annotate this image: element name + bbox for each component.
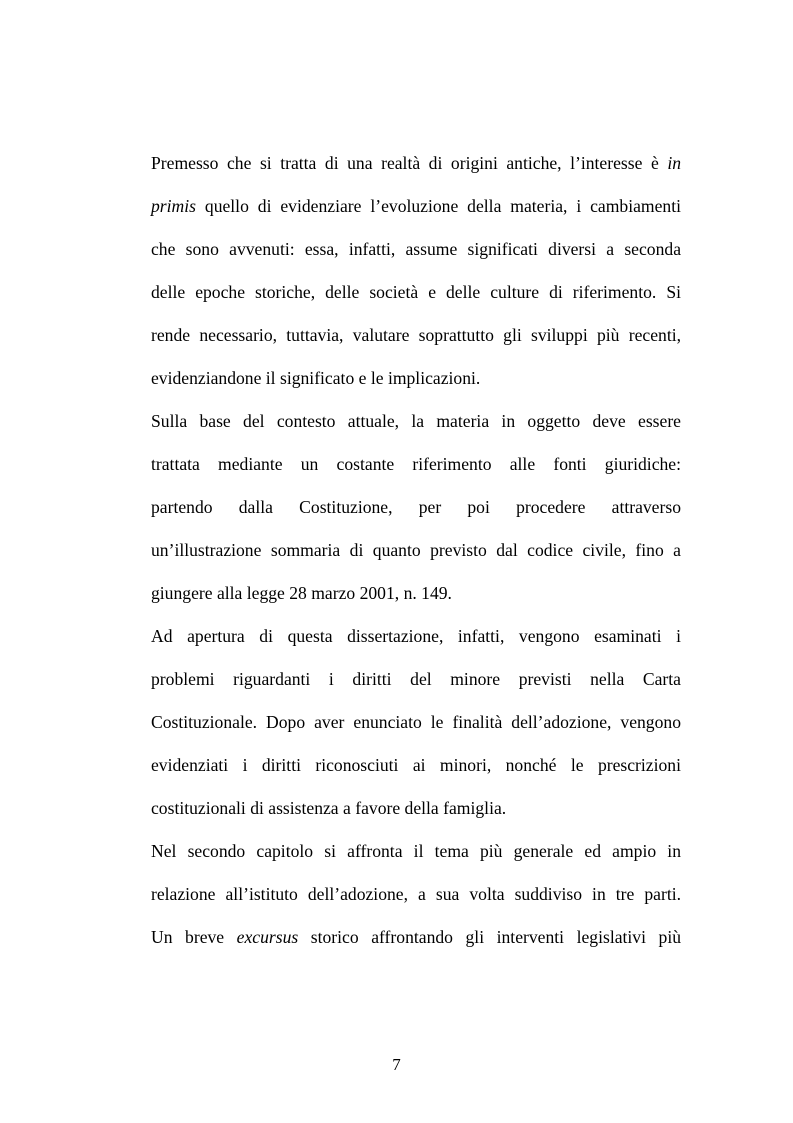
- paragraph-1-line: [151, 152, 681, 174]
- text-run: giungere alla legge 28 marzo 2001, n. 149.: [151, 583, 452, 603]
- text-run: che sono avvenuti: essa, infatti, assume significati diversi a seconda: [151, 239, 681, 259]
- paragraph-4-line: [151, 840, 681, 862]
- text-run: problemi riguardanti i diritti del minore previsti nella Carta: [151, 669, 681, 689]
- text-run: partendo dalla Costituzione, per poi procedere attraverso: [151, 497, 681, 517]
- text-run: un’illustrazione sommaria di quanto previsto dal codice civile, fino a: [151, 540, 681, 560]
- paragraph-2-line: [151, 539, 681, 561]
- italic-term: in: [667, 153, 681, 173]
- paragraph-4-line: [151, 883, 681, 905]
- text-run: trattata mediante un costante riferimento alle fonti giuridiche:: [151, 454, 681, 474]
- paragraph-1-line: [151, 324, 681, 346]
- paragraph-3-line: [151, 668, 681, 690]
- italic-term: primis: [151, 196, 196, 216]
- text-run: delle epoche storiche, delle società e delle culture di riferimento. Si: [151, 282, 681, 302]
- paragraph-3-line: [151, 711, 681, 733]
- text-run: evidenziandone il significato e le implicazioni.: [151, 368, 481, 388]
- paragraph-1-line: [151, 367, 681, 389]
- text-run: Ad apertura di questa dissertazione, infatti, vengono esaminati i: [151, 626, 681, 646]
- text-run: Un breve: [151, 927, 237, 947]
- paragraph-3-line: [151, 625, 681, 647]
- text-run: costituzionali di assistenza a favore della famiglia.: [151, 798, 507, 818]
- italic-term: excursus: [236, 927, 299, 947]
- text-run: Nel secondo capitolo si affronta il tema più generale ed ampio in: [151, 841, 681, 861]
- paragraph-1-line: [151, 195, 681, 217]
- paragraph-1-line: [151, 238, 681, 260]
- paragraph-1-line: [151, 281, 681, 303]
- text-run: Premesso che si tratta di una realtà di origini antiche, l’interesse è: [151, 153, 668, 173]
- paragraph-2-line: [151, 582, 681, 604]
- page-number: 7: [392, 1055, 401, 1074]
- paragraph-2-line: [151, 453, 681, 475]
- paragraph-2-line: [151, 410, 681, 432]
- paragraph-2-line: [151, 496, 681, 518]
- text-run: relazione all’istituto dell’adozione, a sua volta suddiviso in tre parti.: [151, 884, 681, 904]
- text-run: evidenziati i diritti riconosciuti ai minori, nonché le prescrizioni: [151, 755, 681, 775]
- text-run: Sulla base del contesto attuale, la materia in oggetto deve essere: [151, 411, 681, 431]
- text-run: rende necessario, tuttavia, valutare soprattutto gli sviluppi più recenti,: [151, 325, 681, 345]
- text-run: storico affrontando gli interventi legislativi più: [298, 927, 681, 947]
- paragraph-3-line: [151, 754, 681, 776]
- paragraph-4-line: [151, 926, 681, 948]
- text-run: Costituzionale. Dopo aver enunciato le finalità dell’adozione, vengono: [151, 712, 681, 732]
- text-run: quello di evidenziare l’evoluzione della materia, i cambiamenti: [195, 196, 681, 216]
- paragraph-3-line: [151, 797, 681, 819]
